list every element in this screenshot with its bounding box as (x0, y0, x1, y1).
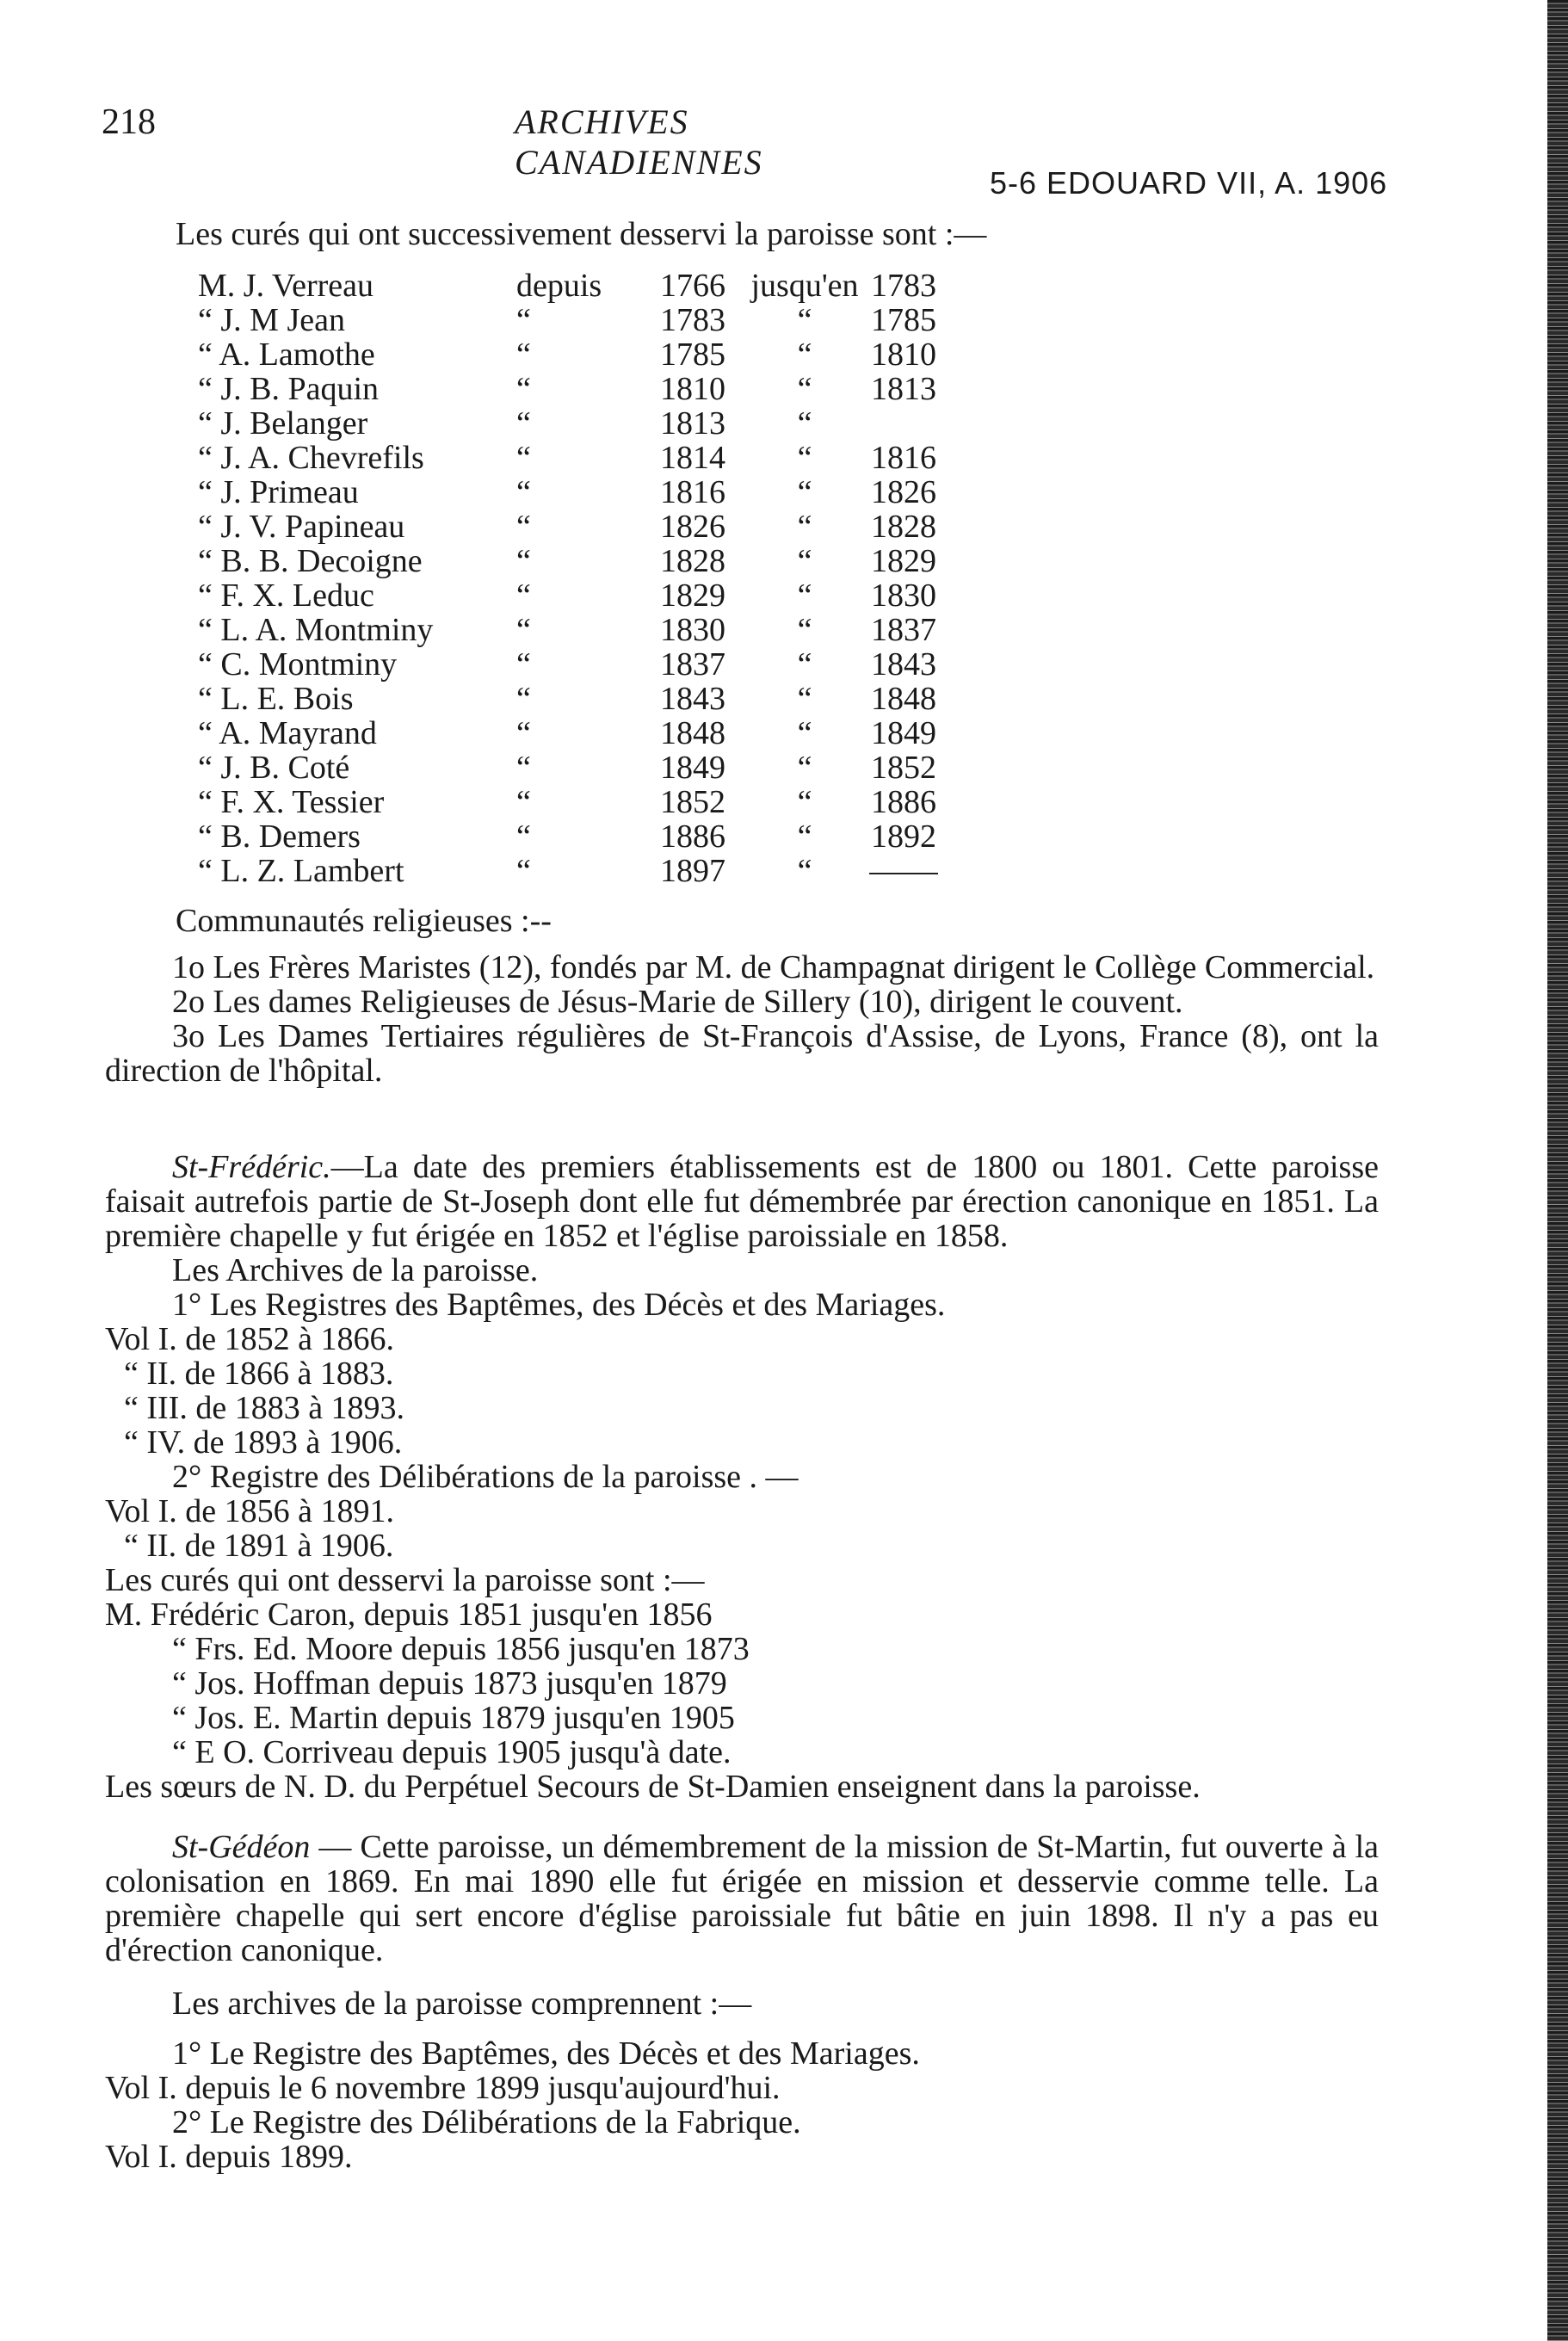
curate-name: “ B. B. Decoigne (198, 543, 423, 579)
communaute-item-2: 2o Les dames Religieuses de Jésus-Marie de Sillery (10), dirigent le couvent. (172, 984, 1183, 1020)
curate-from-year: 1814 (660, 440, 725, 476)
curates-intro: Les curés qui ont successivement desservi la paroisse sont :— (176, 216, 987, 252)
curate-name: “ J. M Jean (198, 302, 345, 338)
curate-jusque: “ (797, 818, 812, 855)
curate-from-year: 1783 (660, 302, 725, 338)
curate-jusque: “ (797, 715, 812, 751)
curate-name: “ J. Belanger (198, 405, 368, 442)
st-frederic-line: “ Frs. Ed. Moore depuis 1856 jusqu'en 1873 (172, 1631, 750, 1667)
curate-to-year: 1892 (871, 818, 936, 855)
st-frederic-line: “ E O. Corriveau depuis 1905 jusqu'à date. (172, 1734, 732, 1770)
curate-row (198, 441, 938, 475)
st-gedeon-section (105, 1830, 1379, 2174)
curate-jusque: “ (797, 440, 812, 476)
curate-depuis: “ (516, 371, 531, 407)
curate-name: “ C. Montminy (198, 646, 398, 683)
curate-to-year: 1816 (871, 440, 936, 476)
curate-to-year: 1813 (871, 371, 936, 407)
running-title: ARCHIVES CANADIENNES (515, 102, 763, 182)
curate-jusque: “ (797, 474, 812, 510)
curate-name: “ J. V. Papineau (198, 509, 405, 545)
curate-to-year: 1810 (871, 337, 936, 373)
curate-to-year: 1826 (871, 474, 936, 510)
st-frederic-closing: Les sœurs de N. D. du Perpétuel Secours de St-Damien enseignent dans la paroisse. (105, 1769, 1201, 1805)
curate-from-year: 1785 (660, 337, 725, 373)
curate-row (198, 406, 938, 441)
curate-jusque: “ (797, 646, 812, 683)
curate-name: “ J. B. Paquin (198, 371, 380, 407)
curate-to-year: 1829 (871, 543, 936, 579)
curate-name: “ F. X. Leduc (198, 578, 374, 614)
curate-row (198, 544, 938, 578)
curate-row (198, 372, 938, 406)
curate-depuis: “ (516, 612, 531, 648)
curates-intro-block (105, 217, 1379, 251)
curate-from-year: 1766 (660, 268, 725, 304)
st-frederic-line: Les curés qui ont desservi la paroisse sont :— (105, 1562, 705, 1598)
curate-depuis: “ (516, 474, 531, 510)
curate-jusque: “ (797, 543, 812, 579)
curate-from-year: 1848 (660, 715, 725, 751)
st-gedeon-lines (105, 2036, 1379, 2174)
st-frederic-line: “ Jos. E. Martin depuis 1879 jusqu'en 1905 (172, 1700, 735, 1736)
st-frederic-section (105, 1150, 1379, 1804)
curate-to-year: 1843 (871, 646, 936, 683)
curate-jusque: “ (797, 853, 812, 889)
curate-depuis: “ (516, 646, 531, 683)
session-label: 5-6 EDOUARD VII, A. 1906 (990, 165, 1388, 201)
curate-jusque: jusqu'en (750, 268, 859, 304)
curate-from-year: 1813 (660, 405, 725, 442)
curate-row (198, 682, 938, 716)
curate-depuis: “ (516, 440, 531, 476)
curate-name: “ A. Mayrand (198, 715, 377, 751)
curate-jusque: “ (797, 750, 812, 786)
curate-to-year: 1828 (871, 509, 936, 545)
curate-from-year: 1849 (660, 750, 725, 786)
curate-from-year: 1810 (660, 371, 725, 407)
curate-depuis: “ (516, 509, 531, 545)
curate-from-year: 1843 (660, 681, 725, 717)
curate-depuis: “ (516, 337, 531, 373)
curate-jusque: “ (797, 371, 812, 407)
curate-depuis: depuis (516, 268, 602, 304)
curate-to-year: 1785 (871, 302, 936, 338)
st-gedeon-intro-text: — Cette paroisse, un démembrement de la mission de St-Martin, fut ouverte à la colonisation en 1869. En mai 1890 elle fut érigée en mission et desservie comme telle. La première chapelle qui sert encore d'église paroissiale fut bâtie en juin 1898. Il n'y a pas eu d'érection canonique. (105, 1829, 1379, 1968)
st-frederic-line: M. Frédéric Caron, depuis 1851 jusqu'en 1856 (105, 1597, 713, 1633)
curate-jusque: “ (797, 681, 812, 717)
curate-name: M. J. Verreau (198, 268, 374, 304)
page-header (102, 102, 1392, 182)
st-gedeon-line: 2° Le Registre des Délibérations de la Fabrique. (172, 2104, 801, 2140)
curate-name: “ B. Demers (198, 818, 361, 855)
curate-from-year: 1830 (660, 612, 725, 648)
st-frederic-place: St-Frédéric. (172, 1149, 331, 1185)
curate-row (198, 750, 938, 785)
curate-name: “ L. A. Montminy (198, 612, 434, 648)
curate-to-year: 1849 (871, 715, 936, 751)
st-frederic-line: “ II. de 1866 à 1883. (124, 1356, 394, 1392)
communaute-item-3: 3o Les Dames Tertiaires régulières de St-François d'Assise, de Lyons, France (8), ont la direction de l'hôpital. (105, 1018, 1379, 1089)
curate-from-year: 1816 (660, 474, 725, 510)
st-gedeon-place: St-Gédéon (172, 1829, 311, 1865)
curate-row (198, 613, 938, 647)
st-gedeon-line: 1° Le Registre des Baptêmes, des Décès et des Mariages. (172, 2035, 920, 2072)
curate-row (198, 337, 938, 372)
curate-name: “ J. B. Coté (198, 750, 350, 786)
curate-to-year: 1852 (871, 750, 936, 786)
st-frederic-line: 2° Registre des Délibérations de la paroisse . — (172, 1459, 799, 1495)
curate-name: “ L. Z. Lambert (198, 853, 404, 889)
scan-edge-border (1547, 0, 1568, 2341)
curate-depuis: “ (516, 681, 531, 717)
curate-from-year: 1897 (660, 853, 725, 889)
curate-to-year: 1848 (871, 681, 936, 717)
curate-row (198, 475, 938, 510)
curate-from-year: 1829 (660, 578, 725, 614)
curate-depuis: “ (516, 784, 531, 820)
curate-jusque: “ (797, 612, 812, 648)
curate-row (198, 647, 938, 682)
curate-jusque: “ (797, 337, 812, 373)
curate-depuis: “ (516, 715, 531, 751)
curate-row (198, 716, 938, 750)
communautes-heading: Communautés religieuses :-- (176, 903, 552, 939)
curate-name: “ A. Lamothe (198, 337, 375, 373)
curate-depuis: “ (516, 853, 531, 889)
curate-jusque: “ (797, 578, 812, 614)
st-frederic-line: 1° Les Registres des Baptêmes, des Décès et des Mariages. (172, 1287, 946, 1323)
st-gedeon-intro (105, 1830, 1379, 1967)
curate-name: “ F. X. Tessier (198, 784, 385, 820)
st-gedeon-line: Vol I. depuis le 6 novembre 1899 jusqu'aujourd'hui. (105, 2070, 781, 2106)
curate-jusque: “ (797, 405, 812, 442)
curate-row (198, 819, 938, 854)
curate-from-year: 1837 (660, 646, 725, 683)
curate-to-year: 1783 (871, 268, 936, 304)
st-frederic-intro-text: —La date des premiers établissements est de 1800 ou 1801. Cette paroisse faisait autrefois partie de St-Joseph dont elle fut démembrée par érection canonique en 1851. La première chapelle y fut érigée en 1852 et l'église paroissiale en 1858. (105, 1149, 1379, 1254)
st-frederic-intro (105, 1150, 1379, 1253)
curate-to-year: 1886 (871, 784, 936, 820)
curates-table (198, 269, 938, 888)
communaute-item-1: 1o Les Frères Maristes (12), fondés par M. de Champagnat dirigent le Collège Commercial. (172, 949, 1375, 985)
page-number: 218 (102, 102, 156, 142)
st-frederic-line: “ IV. de 1893 à 1906. (124, 1424, 403, 1461)
curate-row (198, 578, 938, 613)
curate-to-year (869, 406, 938, 441)
curate-jusque: “ (797, 784, 812, 820)
curate-from-year: 1886 (660, 818, 725, 855)
curate-to-year (869, 854, 938, 888)
curate-name: “ L. E. Bois (198, 681, 354, 717)
communautes-section (105, 904, 1379, 1088)
st-frederic-line: “ II. de 1891 à 1906. (124, 1528, 394, 1564)
curate-row (198, 303, 938, 337)
st-frederic-line: Les Archives de la paroisse. (172, 1252, 539, 1288)
curate-depuis: “ (516, 750, 531, 786)
curate-depuis: “ (516, 543, 531, 579)
curate-to-year: 1830 (871, 578, 936, 614)
curate-from-year: 1826 (660, 509, 725, 545)
curate-row (198, 854, 938, 888)
st-gedeon-archives-heading: Les archives de la paroisse comprennent :— (172, 1986, 752, 2022)
curate-from-year: 1828 (660, 543, 725, 579)
curate-row (198, 510, 938, 544)
curate-to-year: 1837 (871, 612, 936, 648)
st-frederic-lines (105, 1253, 1379, 1770)
st-frederic-line: “ Jos. Hoffman depuis 1873 jusqu'en 1879 (172, 1665, 727, 1702)
curate-from-year: 1852 (660, 784, 725, 820)
st-frederic-line: Vol I. de 1856 à 1891. (105, 1493, 394, 1529)
curate-jusque: “ (797, 302, 812, 338)
curate-depuis: “ (516, 302, 531, 338)
curate-row (198, 269, 938, 303)
curate-depuis: “ (516, 405, 531, 442)
st-gedeon-line: Vol I. depuis 1899. (105, 2139, 353, 2175)
curates-table-body (198, 269, 938, 888)
curate-depuis: “ (516, 818, 531, 855)
curate-depuis: “ (516, 578, 531, 614)
st-frederic-line: “ III. de 1883 à 1893. (124, 1390, 405, 1426)
curate-name: “ J. A. Chevrefils (198, 440, 424, 476)
curate-jusque: “ (797, 509, 812, 545)
curate-to-dash (869, 873, 938, 874)
curate-name: “ J. Primeau (198, 474, 359, 510)
curate-row (198, 785, 938, 819)
st-frederic-line: Vol I. de 1852 à 1866. (105, 1321, 394, 1357)
